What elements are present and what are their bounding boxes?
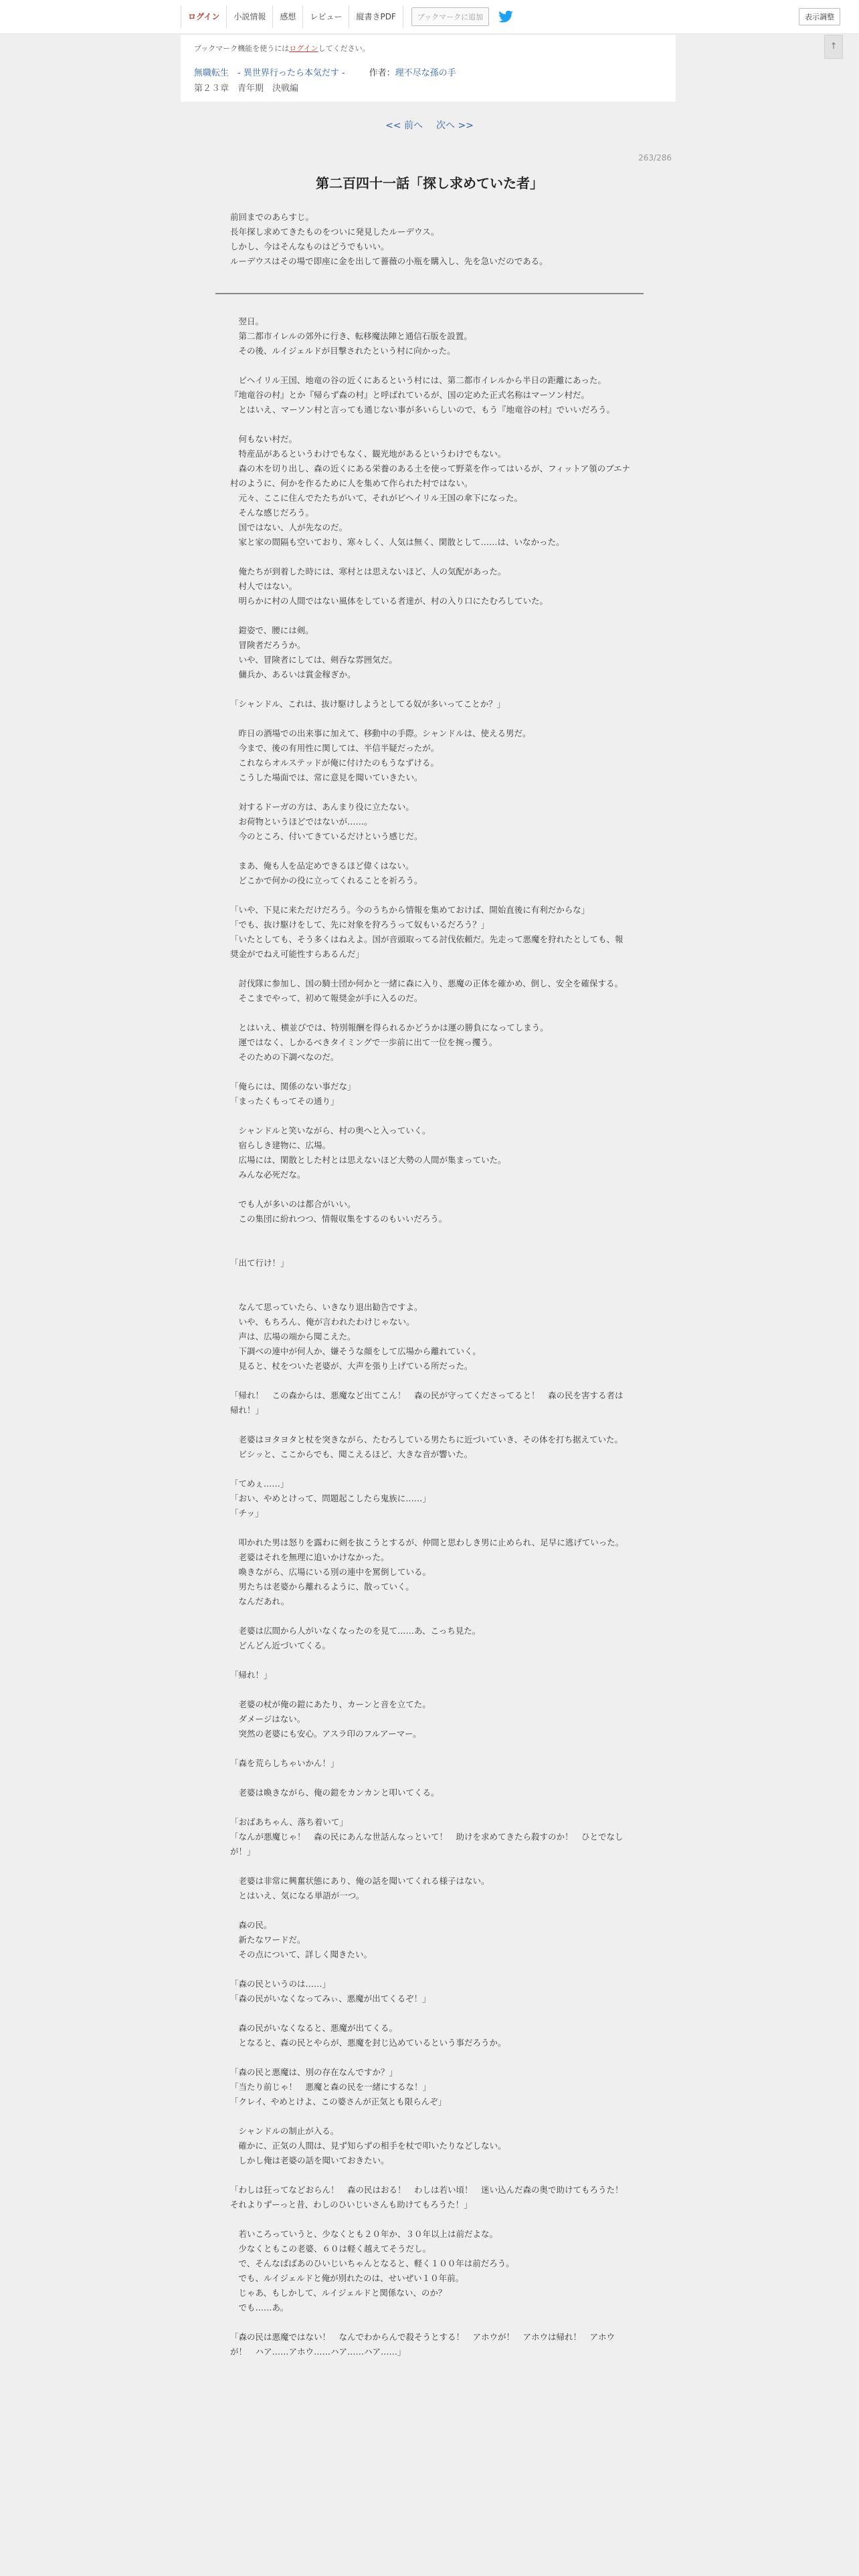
blank-line xyxy=(230,2315,630,2330)
text-line: 傭兵か、あるいは賞金稼ぎか。 xyxy=(230,669,356,679)
text-line: 「当たり前じゃ！ 悪魔と森の民を一緒にするな！」 xyxy=(230,2082,432,2092)
text-line: みんな必死だな。 xyxy=(230,1170,306,1180)
blank-line xyxy=(230,1521,630,1535)
text-line: 「まったくもってその通り」 xyxy=(230,1096,339,1106)
text-line: 森の木を切り出し、森の近くにある栄養のある土を使って野菜を作ってはいるが、フィットア領のブエナ村のように、何かを作るために人を集めて作られた村ではない。 xyxy=(230,463,631,488)
text-line: 運ではなく、しかるべきタイミングで一歩前に出て一位を捥っ攫う。 xyxy=(230,1037,498,1047)
text-line: 対するドーガの方は、あんまり役に立たない。 xyxy=(230,802,414,812)
text-line: 下調べの連中が何人か、嫌そうな顔をして広場から離れていく。 xyxy=(230,1346,481,1356)
text-line: 老婆の杖が俺の鎧にあたり、カーンと音を立てた。 xyxy=(230,1699,431,1709)
text-line: 「俺らには、関係のない事だな」 xyxy=(230,1081,356,1091)
blank-line xyxy=(230,417,630,432)
text-line: 討伐隊に参加し、国の騎士団か何かと一緒に森に入り、悪魔の正体を確かめ、倒し、安全を確保する。 xyxy=(230,978,624,988)
login-notice: ブックマーク機能を使うにはログインしてください。 xyxy=(194,44,370,53)
text-line: 広場には、閑散とした村とは思えないほど大勢の人間が集まっていた。 xyxy=(230,1155,506,1165)
text-line: でも、ルイジェルドと俺が別れたのは、せいぜい１０年前。 xyxy=(230,2273,464,2283)
text-line: 突然の老婆にも安心。アスラ印のフルアーマー。 xyxy=(230,1729,421,1739)
text-line: 叩かれた男は怒りを露わに剣を抜こうとするが、仲間と思わしき男に止められ、足早に逃げていった。 xyxy=(230,1537,624,1547)
text-line: 少なくともこの老婆、６０は軽く越えてそうだし。 xyxy=(230,2244,432,2254)
text-line: シャンドルの制止が入る。 xyxy=(230,2126,339,2136)
text-line: でも人が多いのは都合がいい。 xyxy=(230,1199,356,1209)
text-line: 元々、ここに住んでたたちがいて、それがビヘイリル王国の傘下になった。 xyxy=(230,493,523,503)
preface xyxy=(230,210,630,269)
preface-line: 長年探し求めてきたものをついに発見したルーデウス。 xyxy=(230,227,440,237)
text-line: 「出て行け！」 xyxy=(230,1258,289,1268)
twitter-icon[interactable] xyxy=(497,9,514,24)
blank-line xyxy=(230,2050,630,2065)
text-line: 「森の民がいなくなってみぃ、悪魔が出てくるぞ！」 xyxy=(230,1994,431,2004)
blank-line xyxy=(230,1741,630,1756)
text-line: 「てめぇ……」 xyxy=(230,1479,289,1489)
text-line: 森の民がいなくなると、悪魔が出てくる。 xyxy=(230,2023,398,2033)
text-line: 今のところ、付いてきているだけという感じだ。 xyxy=(230,831,423,841)
text-line: 老婆はそれを無理に追いかけなかった。 xyxy=(230,1552,389,1562)
blank-line xyxy=(230,1285,630,1300)
blank-line xyxy=(230,888,630,903)
text-line: 「いたとしても、そう多くはねえよ。国が音頭取ってる討伐依頼だ。先走って悪魔を狩れたとしても、報奨金がでねえ可能性すらあるんだ」 xyxy=(230,934,624,959)
text-line: とはいえ、横並びでは、特別報酬を得られるかどうかは運の勝負になってしまう。 xyxy=(230,1023,549,1033)
preface-line: 前回までのあらすじ。 xyxy=(230,212,314,222)
novel-title-link[interactable]: 無職転生 - 異世界行ったら本気だす - xyxy=(194,68,345,78)
text-line: 見ると、杖をついた老婆が、大声を張り上げている所だった。 xyxy=(230,1361,473,1371)
text-line: そんな感じだろう。 xyxy=(230,508,314,518)
text-line: 家と家の間隔も空いており、寒々しく、人気は無く、閑散として……は、いなかった。 xyxy=(230,537,565,547)
text-line: 「いや、下見に来ただけだろう。今のうちから情報を集めておけば、開始直後に有利だからな」 xyxy=(230,905,590,915)
blank-line xyxy=(230,1418,630,1432)
blank-line xyxy=(230,358,630,373)
text-line: 森の民。 xyxy=(230,1920,272,1930)
blank-line xyxy=(230,2109,630,2124)
text-line: 俺たちが到着した時には、寒村とは思えないほど、人の気配があった。 xyxy=(230,566,506,576)
text-line: 「森の民は悪魔ではない！ なんでわからんで殺そうとする！ アホウが！ アホウは帰れ！ アホウが！ ハア……アホウ……ハア……ハア……」 xyxy=(230,2332,615,2357)
text-line: まあ、俺も人を品定めできるほど偉くはない。 xyxy=(230,861,414,871)
novel-line xyxy=(194,66,664,78)
text-line: こうした場面では、常に意見を聞いていきたい。 xyxy=(230,772,423,782)
text-line: お荷物というほどではないが……。 xyxy=(230,817,373,827)
text-line: なんて思っていたら、いきなり退出勧告ですよ。 xyxy=(230,1302,423,1312)
top-bar xyxy=(0,0,859,34)
blank-line xyxy=(230,1962,630,1977)
text-line: しかし俺は老婆の話を聞いておきたい。 xyxy=(230,2155,389,2165)
text-line: じゃあ、もしかして、ルイジェルドと関係ない、のか？ xyxy=(230,2288,447,2298)
text-line: 翌日。 xyxy=(230,316,264,326)
text-line: 宿らしき建物に、広場。 xyxy=(230,1140,331,1150)
blank-line xyxy=(230,785,630,800)
author-label: 作者： xyxy=(369,68,395,78)
blank-line xyxy=(230,1226,630,1241)
preface-line: しかし、今はそんなものはどうでもいい。 xyxy=(230,241,389,251)
text-line: ビヘイリル王国、地竜の谷の近くにあるという村には、第二都市イレルから半日の距離にあった。 xyxy=(230,375,606,385)
text-line: 「シャンドル、これは、抜け駆けしようとしてる奴が多いってことか？」 xyxy=(230,699,506,709)
blank-line xyxy=(230,2168,630,2183)
text-line: 今まで、後の有用性に関しては、半信半疑だったが。 xyxy=(230,743,440,753)
text-line: ダメージはない。 xyxy=(230,1714,306,1724)
nav-novel-info[interactable]: 小説情報 xyxy=(227,5,273,28)
text-line: 「森の民というのは……」 xyxy=(230,1979,331,1989)
text-line: 『地竜谷の村』とか『帰らず森の村』と呼ばれているが、国の定めた正式名称はマーソン村だ。 xyxy=(230,390,590,400)
text-line: 明らかに村の人間ではない風体をしている者達が、村の入り口にたむろしていた。 xyxy=(230,596,549,606)
text-line: 「クレイ、やめとけよ、この婆さんが正気とも限らんぞ」 xyxy=(230,2097,447,2107)
top-nav xyxy=(181,5,514,28)
blank-line xyxy=(230,1859,630,1874)
blank-line xyxy=(230,962,630,976)
text-line: これならオルステッドが俺に付けたのもうなずける。 xyxy=(230,758,439,768)
text-line: 鎧姿で、腰には剣。 xyxy=(230,625,314,635)
text-line: 確かに、正気の人間は、見ず知らずの相手を杖で叩いたりなどしない。 xyxy=(230,2141,506,2151)
text-line: 声は、広場の端から聞こえた。 xyxy=(230,1331,356,1341)
next-link[interactable]: 次へ >> xyxy=(436,120,474,131)
blank-line xyxy=(230,1800,630,1815)
text-line: 喚きながら、広場にいる別の連中を罵倒している。 xyxy=(230,1567,432,1577)
page-number: 263/286 xyxy=(638,153,672,163)
text-line: 老婆は喚きながら、俺の鎧をカンカンと叩いてくる。 xyxy=(230,1788,440,1798)
text-line: 「わしは狂ってなどおらん！ 森の民はおる！ わしは若い頃！ 迷い込んだ森の奥で助けてもろうた！ それよりずーっと昔、わしのひいじいさんも助けてもろうた！」 xyxy=(230,2185,632,2210)
scroll-top-button[interactable]: ↑ xyxy=(824,35,843,59)
blank-line xyxy=(230,1609,630,1624)
text-line: 村人ではない。 xyxy=(230,581,298,591)
blank-line xyxy=(230,1903,630,1918)
text-line: とはいえ、気になる単語が一つ。 xyxy=(230,1891,365,1901)
text-line: いや、もちろん、俺が言われたわけじゃない。 xyxy=(230,1317,415,1327)
blank-line xyxy=(230,1271,630,1285)
blank-line xyxy=(230,1065,630,1079)
text-line: 「帰れ！」 xyxy=(230,1670,272,1680)
text-line: なんだあれ。 xyxy=(230,1596,290,1606)
blank-line xyxy=(230,844,630,859)
text-line: 第二都市イレルの郊外に行き、転移魔法陣と通信石版を設置。 xyxy=(230,331,472,341)
text-line: 男たちは老婆から離れるように、散っていく。 xyxy=(230,1582,414,1592)
novel-info-box xyxy=(181,35,676,102)
blank-line xyxy=(230,1683,630,1697)
text-line: 「森を荒らしちゃいかん！」 xyxy=(230,1758,339,1768)
text-line: で、そんなばばあのひいじいちゃんとなると、軽く１００年は前だろう。 xyxy=(230,2258,514,2268)
text-line: どこかで何かの役に立ってくれることを祈ろう。 xyxy=(230,875,423,885)
blank-line xyxy=(230,1653,630,1668)
blank-line xyxy=(230,1374,630,1388)
text-line: 何もない村だ。 xyxy=(230,434,298,444)
text-line: いや、冒険者にしては、剣吞な雰囲気だ。 xyxy=(230,655,397,665)
text-line: 「おばあちゃん、落ち着いて」 xyxy=(230,1817,348,1827)
text-line: 冒険者だろうか。 xyxy=(230,640,306,650)
text-line: 老婆はヨタヨタと杖を突きながら、たむろしている男たちに近づいていき、その体を打ち据えていた。 xyxy=(230,1434,624,1444)
text-line: この集団に紛れつつ、情報収集をするのもいいだろう。 xyxy=(230,1214,448,1224)
bookmark-button[interactable]: ブックマークに追加 xyxy=(411,7,489,26)
blank-line xyxy=(230,1241,630,1256)
blank-line xyxy=(230,1182,630,1197)
login-link[interactable]: ログイン xyxy=(289,44,318,53)
text-line: シャンドルと笑いながら、村の奥へと入っていく。 xyxy=(230,1125,431,1136)
prev-link[interactable]: << 前へ xyxy=(385,120,423,131)
blank-line xyxy=(230,682,630,697)
text-line: 老婆は広間から人がいなくなったのを見て……あ、こっち見た。 xyxy=(230,1626,481,1636)
main-text xyxy=(230,314,630,2359)
blank-line xyxy=(230,1462,630,1477)
blank-line xyxy=(230,712,630,726)
text-line: 昨日の酒場での出来事に加えて、移動中の手際。シャンドルは、使える男だ。 xyxy=(230,728,531,738)
blank-line xyxy=(230,2006,630,2021)
text-line: となると、森の民とやらが、悪魔を封じ込めているという事だろうか。 xyxy=(230,2038,506,2048)
text-line: そこまでやって、初めて報奨金が手に入るのだ。 xyxy=(230,993,423,1003)
blank-line xyxy=(230,609,630,623)
text-line: 特産品があるというわけでもなく、観光地があるというわけでもない。 xyxy=(230,449,506,459)
text-line: 「おい、やめとけって、問題起こしたら鬼族に……」 xyxy=(230,1493,431,1503)
text-line: でも……あ。 xyxy=(230,2302,289,2313)
text-line: 「森の民と悪魔は、別の存在なんですか？」 xyxy=(230,2067,398,2077)
nav-vertical-pdf[interactable]: 縦書きPDF xyxy=(349,5,403,28)
nav-review[interactable]: レビュー xyxy=(303,5,349,28)
text-line: とはいえ、マーソン村と言っても通じない事が多いらしいので、もう『地竜谷の村』でいいだろう。 xyxy=(230,405,615,415)
chapter-name: 第２３章 青年期 決戦編 xyxy=(194,84,299,94)
preface-line: ルーデウスはその場で即座に金を出して薔薇の小瓶を購入し、先を急いだのである。 xyxy=(230,256,548,266)
text-line: 新たなワードだ。 xyxy=(230,1935,306,1945)
text-line: ビシッと、ここからでも、聞こえるほど、大きな音が響いた。 xyxy=(230,1449,473,1459)
author-link[interactable]: 理不尽な孫の手 xyxy=(395,68,456,78)
text-line: 国ではない、人が先なのだ。 xyxy=(230,522,348,532)
text-line: どんどん近づいてくる。 xyxy=(230,1640,331,1650)
text-line: その点について、詳しく聞きたい。 xyxy=(230,1949,373,1959)
text-line: 「帰れ！ この森からは、悪魔など出てこん！ 森の民が守ってくださってると！ 森の民を害する者は帰れ！」 xyxy=(230,1390,624,1415)
text-line: そのための下調べなのだ。 xyxy=(230,1052,339,1062)
blank-line xyxy=(230,2212,630,2227)
text-line: 「チッ」 xyxy=(230,1508,264,1518)
text-line: 「なんが悪魔じゃ！ 森の民にあんな世話んなっといて！ 助けを求めてきたら殺すのか！ ひとでなしが！」 xyxy=(230,1832,624,1856)
blank-line xyxy=(230,1006,630,1021)
nav-login[interactable]: ログイン xyxy=(181,5,227,28)
text-line: 老婆は非常に興奮状態にあり、俺の話を聞いてくれる様子はない。 xyxy=(230,1876,490,1886)
text-line: その後、ルイジェルドが目撃されたという村に向かった。 xyxy=(230,346,456,356)
display-settings-button[interactable]: 表示調整 xyxy=(799,8,840,25)
text-line: 「でも、抜け駆けをして、先に対象を狩ろうって奴もいるだろう？」 xyxy=(230,920,490,930)
blank-line xyxy=(230,550,630,564)
blank-line xyxy=(230,1109,630,1123)
nav-impressions[interactable]: 感想 xyxy=(273,5,303,28)
blank-line xyxy=(230,1771,630,1786)
episode-title: 第二百四十一話「探し求めていた者」 xyxy=(316,175,543,191)
pager-top xyxy=(0,118,859,132)
preface-divider xyxy=(215,293,644,294)
text-line: 若いころっていうと、少なくとも２０年か、３０年以上は前だよな。 xyxy=(230,2229,498,2239)
